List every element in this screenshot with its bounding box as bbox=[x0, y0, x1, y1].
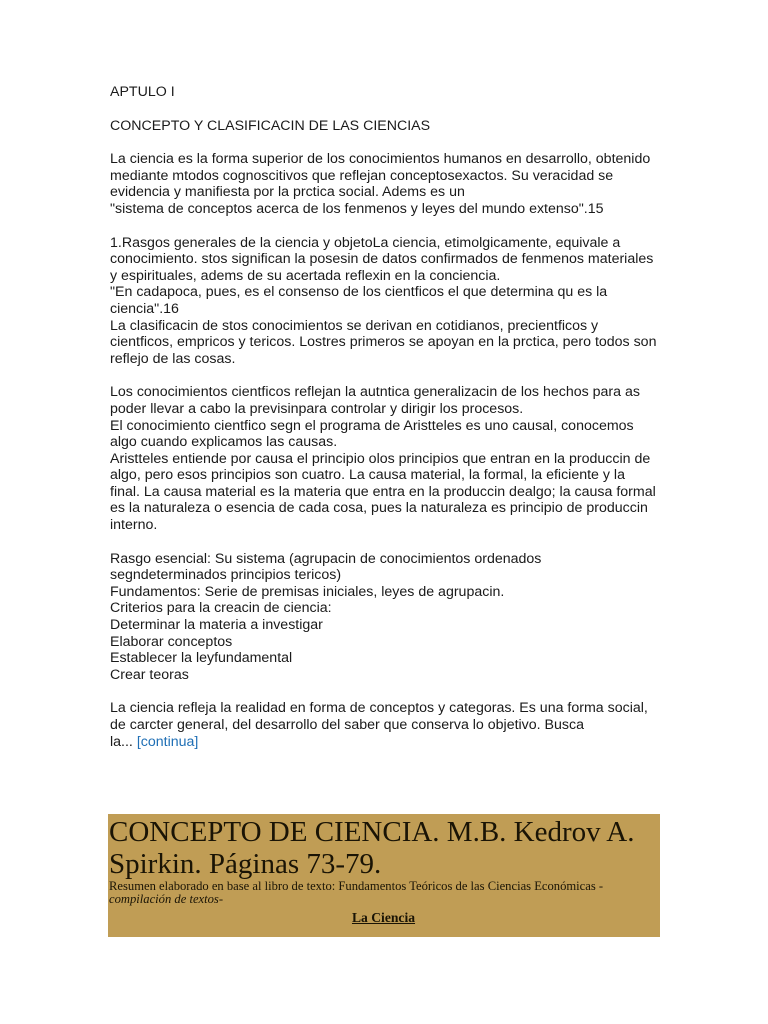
text-line: La ciencia refleja la realidad en forma de conceptos y categoras. Es una forma social, bbox=[110, 700, 648, 717]
text-line: Establecer la leyfundamental bbox=[110, 650, 293, 667]
text-line: final. La causa material es la materia que entra en la produccin dealgo; la causa formal bbox=[110, 483, 656, 500]
text-line: Elaborar conceptos bbox=[110, 633, 233, 650]
text-line: "sistema de conceptos acerca de los fenmenos y leyes del mundo extenso".15 bbox=[110, 200, 604, 217]
text-line: Los conocimientos cientficos reflejan la autntica generalizacin de los hechos para as bbox=[110, 384, 640, 401]
text-line: cientficos, empricos y tericos. Lostres primeros se apoyan en la prctica, pero todos son bbox=[110, 334, 657, 351]
paragraph-5 bbox=[110, 700, 662, 750]
continue-link[interactable]: [continua] bbox=[136, 733, 199, 750]
chapter-subheading: CONCEPTO Y CLASIFICACIN DE LAS CIENCIAS bbox=[110, 117, 431, 134]
document-body bbox=[110, 84, 662, 750]
text-line: de carcter general, del desarrollo del saber que conserva lo objetivo. Busca bbox=[110, 717, 584, 733]
text-line: La clasificacin de stos conocimientos se derivan en cotidianos, precientficos y bbox=[110, 317, 599, 334]
text-line: La ciencia es la forma superior de los conocimientos humanos en desarrollo, obtenido bbox=[110, 151, 651, 168]
text-line: algo cuando explicamos las causas. bbox=[110, 434, 338, 451]
text-line: Crear teoras bbox=[110, 666, 189, 683]
text-line: El conocimiento cientfico segn el programa de Aristteles es uno causal, conocemos bbox=[110, 417, 634, 434]
text-line: poder llevar a cabo la previsinpara controlar y dirigir los procesos. bbox=[110, 400, 524, 417]
text-line: reflejo de las cosas. bbox=[110, 350, 236, 367]
chapter-heading: APTULO I bbox=[110, 84, 175, 100]
text-line: algo, pero esos principios son cuatro. La causa material, la formal, la eficiente y la bbox=[110, 467, 625, 484]
banner-link-la-ciencia[interactable]: La Ciencia bbox=[351, 910, 416, 925]
text-line: conocimiento. stos significan la posesin de datos confirmados de fenmenos materiales bbox=[110, 251, 654, 268]
text-line: Rasgo esencial: Su sistema (agrupacin de conocimientos ordenados bbox=[110, 550, 542, 567]
text-line: Fundamentos: Serie de premisas iniciales, leyes de agrupacin. bbox=[110, 583, 505, 600]
paragraph-1 bbox=[110, 151, 662, 217]
text-line: y espirituales, adems de su acertada reflexin en la conciencia. bbox=[110, 267, 501, 284]
paragraph-3 bbox=[110, 384, 662, 533]
banner-title-line-1: CONCEPTO DE CIENCIA. M.B. Kedrov A. bbox=[109, 816, 635, 848]
text-line: 1.Rasgos generales de la ciencia y objetoLa ciencia, etimolgicamente, equivale a bbox=[110, 234, 621, 251]
text-line: segndeterminados principios tericos) bbox=[110, 567, 342, 584]
text-line: mediante mtodos cognoscitivos que reflejan conceptosexactos. Su veracidad se bbox=[110, 167, 614, 184]
text-line: ciencia".16 bbox=[110, 300, 179, 317]
text-line: interno. bbox=[110, 517, 158, 534]
text-line: "En cadapoca, pues, es el consenso de los cientficos el que determina qu es la bbox=[110, 284, 608, 301]
text-line: Criterios para la creacin de ciencia: bbox=[110, 600, 332, 617]
text-line: evidencia y manifiesta por la prctica social. Adems es un bbox=[110, 184, 465, 201]
document-preview-banner[interactable] bbox=[108, 814, 660, 937]
text-line: Aristteles entiende por causa el principio olos principios que entran en la produccin de bbox=[110, 450, 651, 467]
paragraph-2 bbox=[110, 235, 662, 368]
paragraph-4 bbox=[110, 551, 662, 684]
banner-title-line-2: Spirkin. Páginas 73-79. bbox=[109, 848, 382, 880]
text-line: es la naturaleza o esencia de cada cosa, pues la naturaleza es principio de produccin bbox=[110, 500, 648, 517]
banner-subtitle-italic: compilación de textos- bbox=[109, 892, 224, 906]
banner-subtitle: Resumen elaborado en base al libro de texto: Fundamentos Teóricos de las Ciencias Económicas - bbox=[109, 879, 604, 893]
text-fragment: la... bbox=[110, 733, 133, 750]
text-line bbox=[110, 734, 662, 751]
text-line: Determinar la materia a investigar bbox=[110, 617, 323, 634]
